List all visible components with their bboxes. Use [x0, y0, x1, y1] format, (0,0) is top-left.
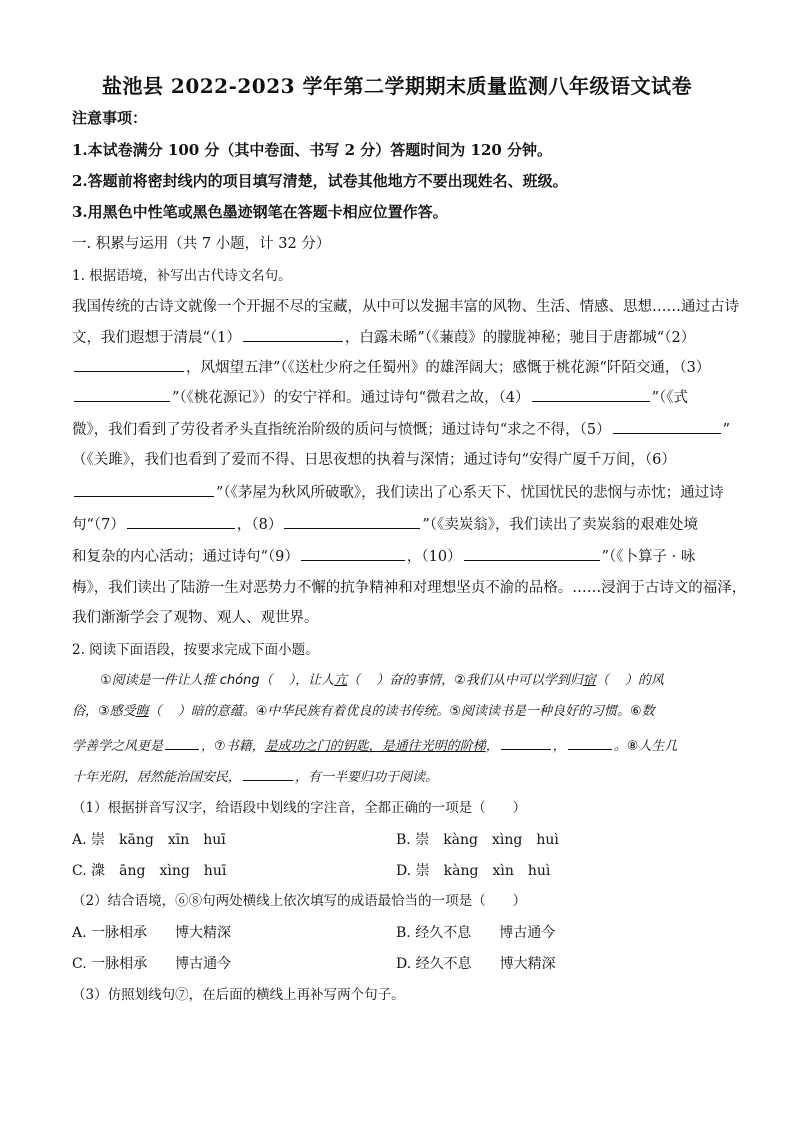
passage-text: 十年光阴，居然能治国安民，: [72, 770, 242, 785]
underlined-char: 晦: [135, 704, 149, 719]
q1-line: [72, 608, 732, 628]
answer-blank-5[interactable]: [613, 419, 721, 434]
q1-text: 句“（7）: [72, 517, 125, 533]
q1-line: [72, 387, 732, 408]
section-1-heading: 一. 积累与运用（共 7 小题，计 32 分）: [72, 236, 331, 252]
notice-item-3: 3.用黑色中性笔或黑色墨迹钢笔在答题卡相应位置作答。: [72, 203, 448, 221]
underlined-char: 亢: [334, 673, 348, 688]
q1-line: [72, 327, 732, 348]
passage-text: ）暗的意蕴。④中华民族有着优良的读书传统。⑤阅读读书是一种良好的习惯。⑥数: [177, 704, 655, 719]
q2-passage-line: [100, 671, 720, 691]
underlined-sentence-7: 是成功之门的钥匙，是通往光明的阶梯: [264, 739, 486, 754]
answer-blank-9[interactable]: [301, 546, 405, 561]
option-d[interactable]: [396, 860, 550, 880]
question-2-stem: 2. 阅读下面语段，按要求完成下面小题。: [72, 642, 319, 658]
exam-title: 盐池县 2022-2023 学年第二学期期末质量监测八年级语文试卷: [101, 74, 693, 98]
option-letter: D.: [396, 956, 412, 972]
passage-text: 。⑧人生几: [613, 739, 678, 754]
passage-text: ，⑦书籍，: [201, 739, 265, 754]
q1-line: [72, 514, 732, 535]
answer-blank-7[interactable]: [127, 514, 235, 529]
q1-text: ，白露未晞”（《蒹葭》的朦胧神秘；驰目于唐都城“（2）: [344, 330, 696, 346]
notice-item-2: 2.答题前将密封线内的项目填写清楚，试卷其他地方不要出现姓名、班级。: [72, 172, 568, 190]
q1-line: [72, 450, 732, 470]
q2-passage-line: [72, 735, 722, 757]
q1-text: 梅》，我们读出了陆游一生对恶势力不懈的抗争精神和对理想坚贞不渝的品格。……浸润于古诗文的福泽，: [72, 580, 747, 596]
option-text: 崇 kāng xīn huī: [91, 832, 226, 848]
option-b[interactable]: [396, 922, 555, 942]
q1-text: ”（《桃花源记》）的安宁祥和。通过诗句“微君之故，（4）: [172, 390, 530, 406]
answer-blank-8[interactable]: [284, 514, 420, 529]
imitation-blank[interactable]: [501, 735, 551, 750]
q1-text: 我国传统的古诗文就像一个开掘不尽的宝藏，从中可以发掘丰富的风物、生活、情感、思想……通过古诗: [72, 299, 739, 315]
option-letter: C.: [72, 863, 87, 879]
answer-blank-6[interactable]: [74, 482, 214, 497]
q1-text: ，（8）: [236, 517, 283, 533]
notice-item-1: 1.本试卷满分 100 分（其中卷面、书写 2 分）答题时间为 120 分钟。: [72, 141, 553, 159]
passage-text: ，: [552, 739, 566, 754]
q1-text: ，风烟望五津”（《送杜少府之任蜀州》的雄浑阔大；感慨于桃花源“阡陌交通，（3）: [186, 360, 711, 376]
q1-text: ”（《卜算子 · 咏: [601, 549, 696, 565]
q1-line: [72, 578, 747, 598]
passage-text: ，有一半要归功于阅读。: [295, 770, 439, 785]
option-a[interactable]: [72, 922, 231, 942]
option-a[interactable]: [72, 829, 226, 849]
q1-line: [72, 357, 732, 378]
q2-passage-line: [72, 702, 722, 722]
option-letter: C.: [72, 956, 87, 972]
option-b[interactable]: [396, 829, 559, 849]
option-text: 潨 āng xìng huī: [91, 863, 227, 879]
notice-heading: 注意事项：: [72, 109, 148, 127]
q1-text: 微》，我们看到了劳役者矛头直指统治阶级的质问与愤慨；通过诗句“求之不得，（5）: [72, 422, 611, 438]
option-c[interactable]: [72, 860, 226, 880]
option-text: 一脉相承 博古通今: [91, 956, 232, 972]
sub-question-3: （3）仿照划线句⑦，在后面的横线上再补写两个句子。: [72, 987, 405, 1003]
passage-text: （: [148, 704, 162, 719]
passage-text: （: [347, 673, 361, 688]
q1-text: ”（《卖炭翁》，我们读出了卖炭翁的艰难处境: [422, 517, 699, 533]
answer-blank-1[interactable]: [243, 327, 343, 342]
q1-line: [72, 297, 739, 317]
passage-text: 学善学之风更是: [72, 739, 164, 754]
sub-question-1: （1）根据拼音写汉字，给语段中划线的字注音，全都正确的一项是（ ）: [72, 800, 527, 816]
option-text: 崇 kàng xìn huì: [415, 863, 551, 879]
option-letter: A.: [72, 832, 87, 848]
imitation-blank[interactable]: [568, 735, 612, 750]
passage-text: ），让人: [288, 673, 335, 688]
answer-blank-10[interactable]: [464, 546, 600, 561]
answer-blank-3[interactable]: [74, 387, 170, 402]
option-text: 崇 kàng xìng huì: [415, 832, 559, 848]
passage-text: ）的风: [624, 673, 664, 688]
option-letter: A.: [72, 925, 87, 941]
option-letter: D.: [396, 863, 412, 879]
option-text: 经久不息 博大精深: [415, 956, 556, 972]
passage-text: ，: [485, 739, 499, 754]
answer-blank-4[interactable]: [532, 387, 650, 402]
q1-text: ”（《式: [651, 390, 688, 406]
q1-text: 文，我们遐想于清晨“（1）: [72, 330, 241, 346]
option-d[interactable]: [396, 953, 556, 973]
underlined-char: 宿: [582, 673, 596, 688]
passage-text: ）奋的事情，②我们从中可以学到归: [376, 673, 583, 688]
passage-text: ①阅读是一件让人推 chóng（: [100, 673, 273, 688]
q1-line: [72, 419, 732, 440]
q1-line: [72, 546, 732, 567]
option-text: 一脉相承 博大精深: [91, 925, 232, 941]
q1-text: ，（10）: [406, 549, 462, 565]
sub-question-2: （2）结合语境，⑥⑧句两处横线上依次填写的成语最恰当的一项是（ ）: [72, 893, 527, 909]
q1-text: 我们渐渐学会了观物、观人、观世界。: [72, 610, 319, 626]
passage-text: 俗，③感受: [72, 704, 136, 719]
idiom-blank-8[interactable]: [243, 766, 293, 781]
q1-text: （《关雎》，我们也看到了爱而不得、日思夜想的执着与深情；通过诗句“安得广厦千万间，（6）: [72, 452, 676, 468]
q1-text: 和复杂的内心活动；通过诗句“（9）: [72, 549, 299, 565]
passage-text: （: [595, 673, 609, 688]
question-1-stem: 1. 根据语境，补写出古代诗文名句。: [72, 268, 292, 284]
idiom-blank-6[interactable]: [165, 735, 199, 750]
option-letter: B.: [396, 925, 411, 941]
option-letter: B.: [396, 832, 411, 848]
q2-passage-line: [72, 766, 722, 788]
q1-text: ”（《茅屋为秋风所破歌》，我们读出了心系天下、忧国忧民的悲悯与赤忱；通过诗: [216, 485, 724, 501]
q1-line: [72, 482, 732, 503]
option-text: 经久不息 博古通今: [415, 925, 556, 941]
answer-blank-2[interactable]: [74, 357, 184, 372]
q1-text: ”: [722, 422, 731, 438]
option-c[interactable]: [72, 953, 231, 973]
